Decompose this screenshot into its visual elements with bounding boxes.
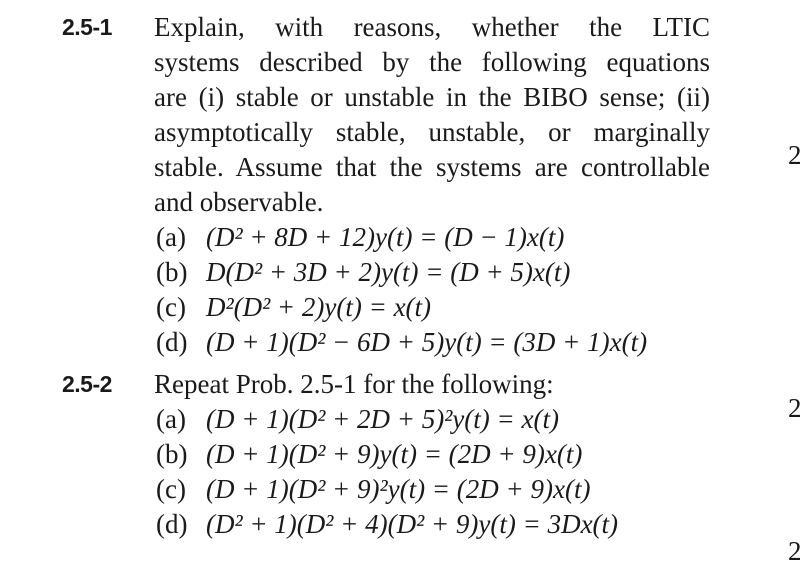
equation: (D + 1)(D² + 9)²y(t) = (2D + 9)x(t) <box>206 474 591 504</box>
problem-number: 2.5-2 <box>62 371 112 397</box>
equation: D²(D² + 2)y(t) = x(t) <box>206 292 432 322</box>
problem-text-line: Repeat Prob. 2.5-1 for the following: <box>154 369 554 399</box>
equation-item <box>154 472 710 507</box>
problem-text-line: are (i) stable or unstable in the BIBO sense; (ii) <box>154 82 710 112</box>
problem-text-line: Explain, with reasons, whether the LTIC <box>154 12 710 42</box>
equation-item <box>154 325 710 360</box>
equation: (D² + 1)(D² + 4)(D² + 9)y(t) = 3Dx(t) <box>206 509 619 539</box>
equation-item <box>154 255 710 290</box>
equation: (D² + 8D + 12)y(t) = (D − 1)x(t) <box>206 222 565 252</box>
problem-text-line: systems described by the following equations <box>154 47 710 77</box>
item-label: (c) <box>156 292 186 322</box>
problem-body <box>154 10 710 360</box>
cropped-edge-glyph: 2 <box>788 140 802 170</box>
item-label: (a) <box>156 404 186 434</box>
item-label: (b) <box>156 257 188 287</box>
equation-item <box>154 507 710 542</box>
equation: D(D² + 3D + 2)y(t) = (D + 5)x(t) <box>206 257 571 287</box>
cropped-edge-glyph: 2 <box>788 393 802 423</box>
problem-text-line: asymptotically stable, unstable, or marginally <box>154 117 710 147</box>
equation-item <box>154 290 710 325</box>
equation-item <box>154 220 710 255</box>
item-label: (a) <box>156 222 186 252</box>
equation-item <box>154 437 710 472</box>
item-label: (d) <box>156 327 188 357</box>
cropped-edge-glyph: 2 <box>788 536 802 566</box>
item-label: (c) <box>156 474 186 504</box>
equation: (D + 1)(D² + 2D + 5)²y(t) = x(t) <box>206 404 559 434</box>
problem-text-line: stable. Assume that the systems are controllable <box>154 152 710 182</box>
problem-number: 2.5-1 <box>62 14 112 40</box>
equation-item <box>154 402 710 437</box>
item-label: (b) <box>156 439 188 469</box>
problem-body <box>154 367 710 542</box>
item-label: (d) <box>156 509 188 539</box>
equation: (D + 1)(D² − 6D + 5)y(t) = (3D + 1)x(t) <box>206 327 648 357</box>
equation: (D + 1)(D² + 9)y(t) = (2D + 9)x(t) <box>206 439 583 469</box>
problem-text-line: and observable. <box>154 187 324 217</box>
